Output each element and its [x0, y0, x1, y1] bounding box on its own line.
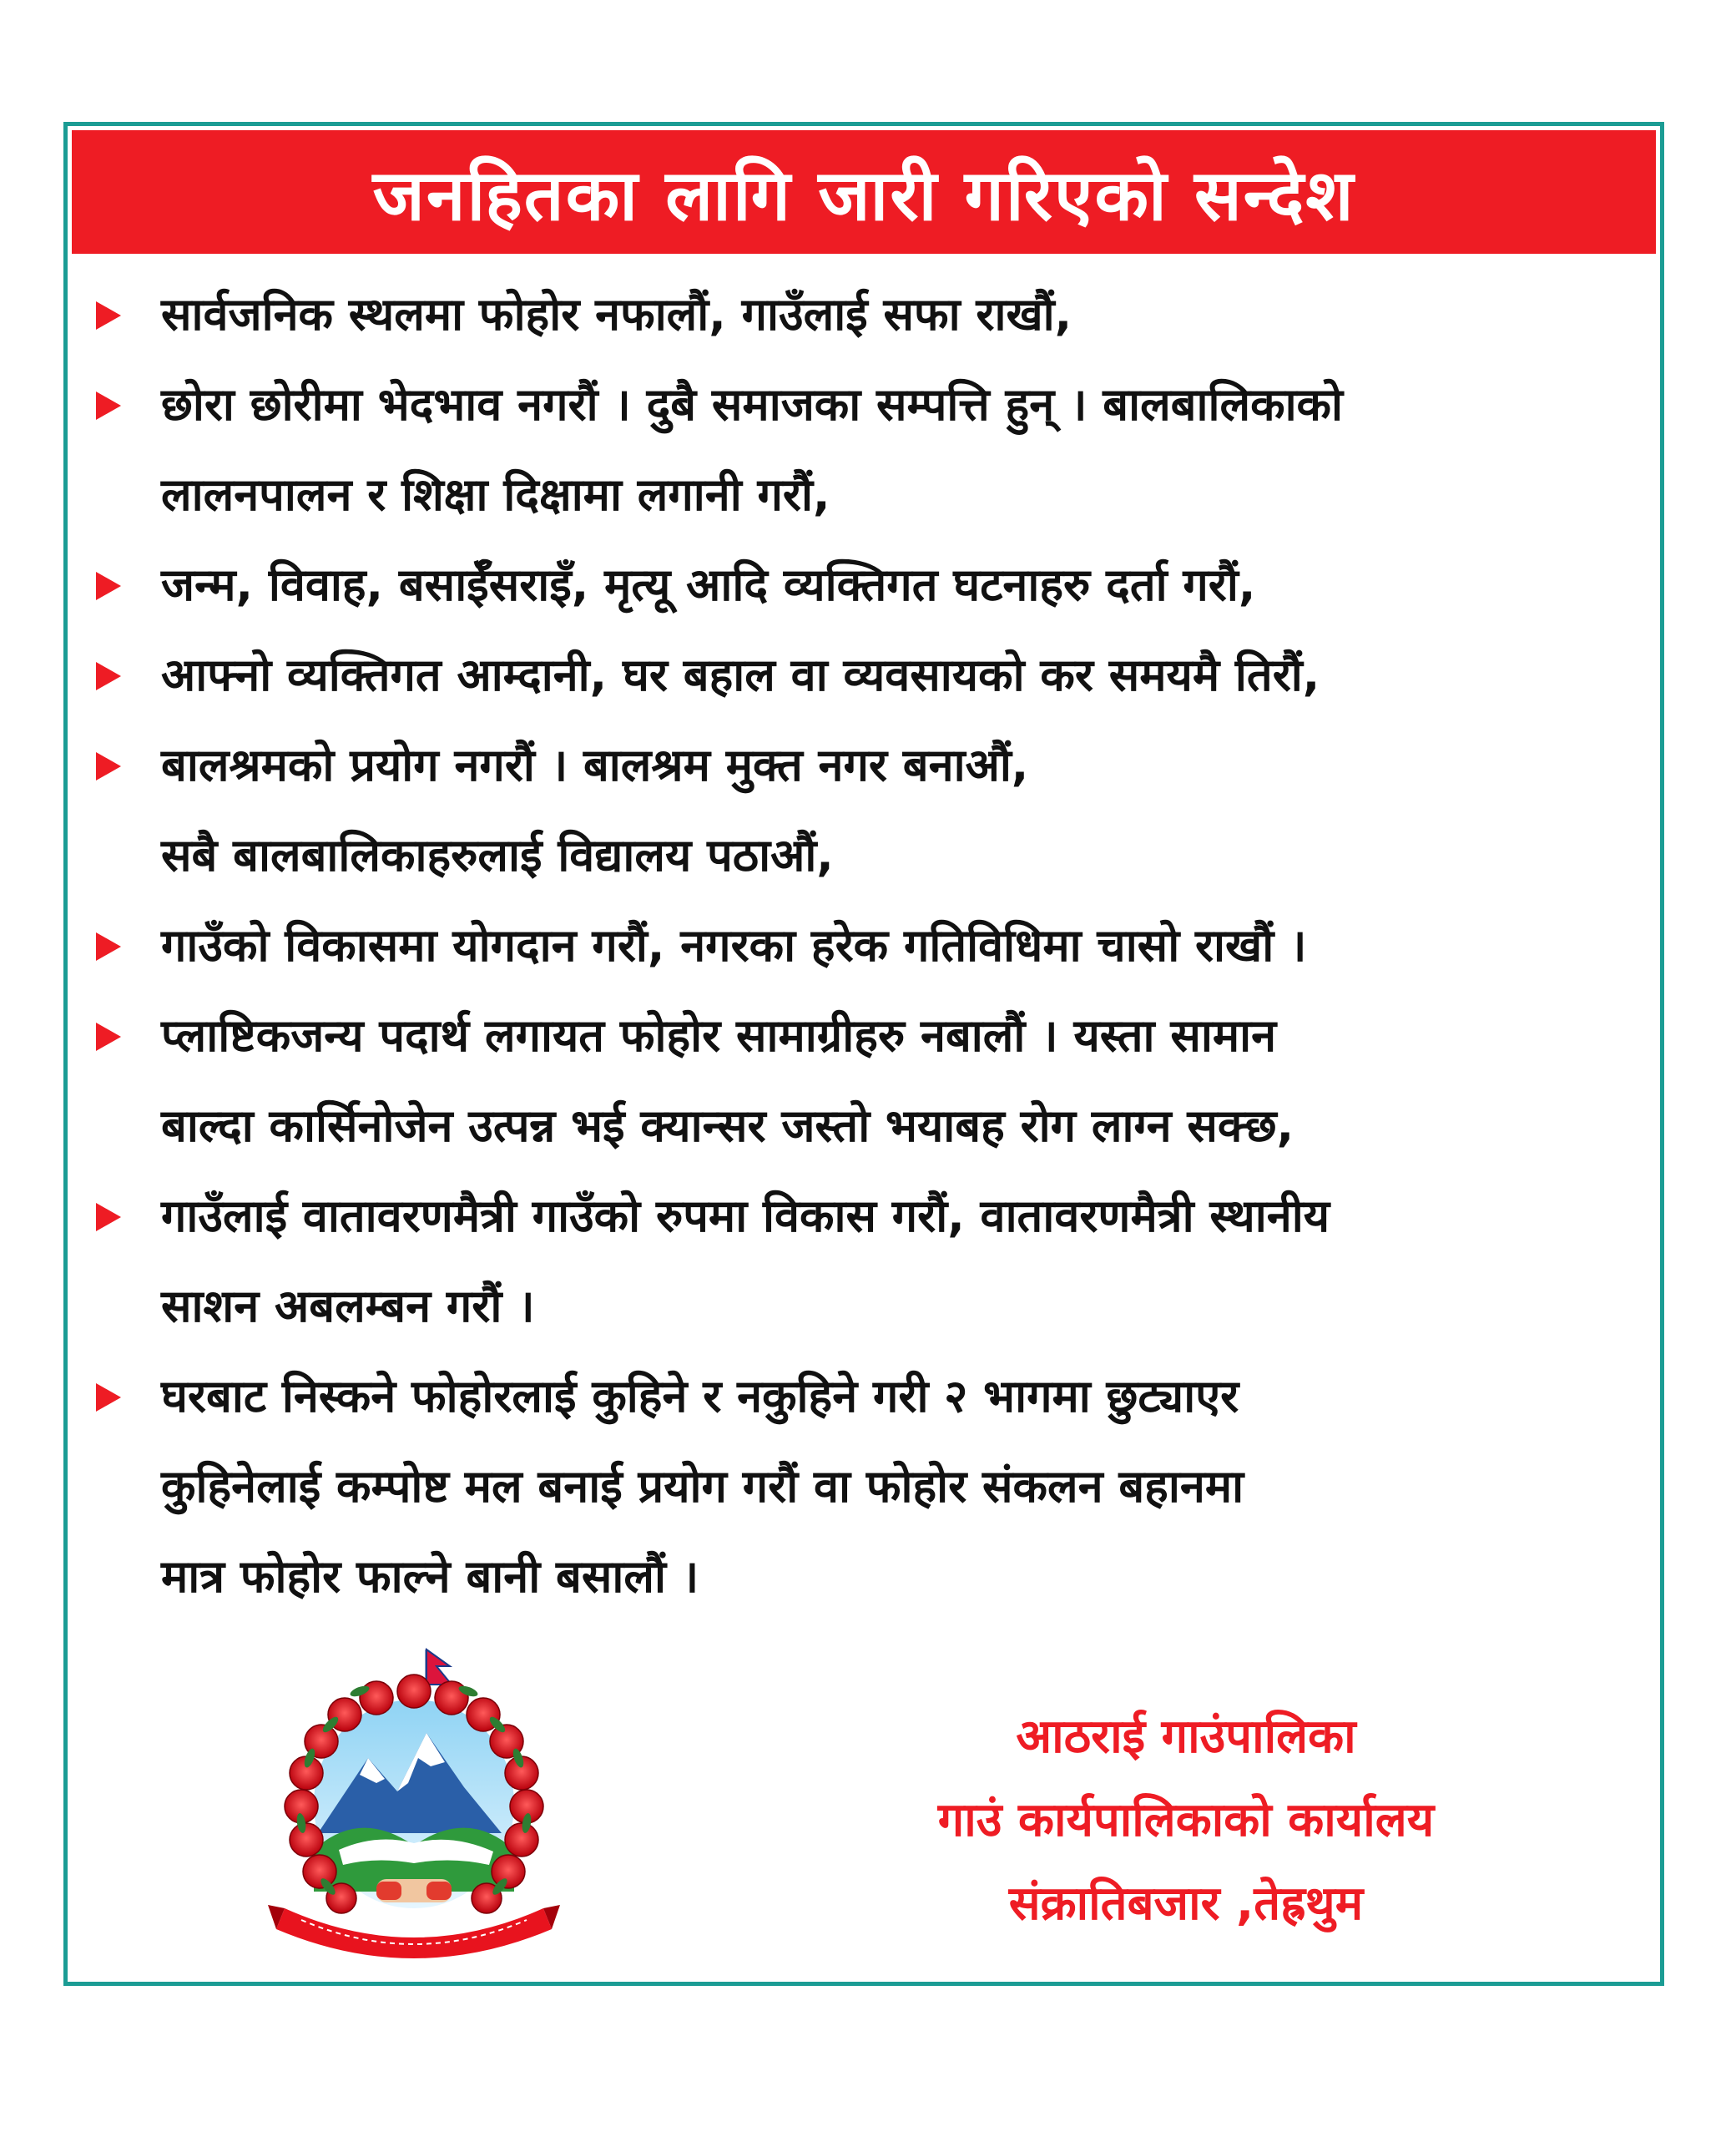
message-line: आफ्नो व्यक्तिगत आम्दानी, घर बहाल वा व्यवसायको कर समयमै तिरौं,: [161, 649, 1320, 701]
message-line: जन्म, विवाह, बसाईँसराइँ, मृत्यू आदि व्यक्तिगत घटनाहरु दर्ता गरौं,: [161, 558, 1256, 611]
message-item-8: [86, 1171, 1647, 1351]
bullet-triangle-icon: [96, 392, 121, 420]
message-list: [86, 270, 1647, 1622]
message-line: घरबाट निस्कने फोहोरलाई कुहिने र नकुहिने गरी २ भागमा छुट्याएर: [161, 1370, 1239, 1422]
bullet-triangle-icon: [96, 662, 121, 690]
message-line: गाउँलाई वातावरणमैत्री गाउँको रुपमा विकास गरौं, वातावरणमैत्री स्थानीय: [161, 1190, 1330, 1242]
message-line: बाल्दा कार्सिनोजेन उत्पन्न भई क्यान्सर जस्तो भयाबह रोग लाग्न सक्छ,: [161, 1099, 1294, 1152]
message-line: मात्र फोहोर फाल्ने बानी बसालौं ।: [161, 1550, 699, 1603]
message-line: गाउँको विकासमा योगदान गरौं, नगरका हरेक गतिविधिमा चासो राखौं ।: [161, 919, 1307, 972]
message-item-3: [86, 540, 1647, 630]
office-name: आठराई गाउंपालिका: [1016, 1710, 1356, 1764]
bullet-triangle-icon: [96, 932, 121, 961]
bullet-triangle-icon: [96, 572, 121, 600]
bullet-triangle-icon: [96, 1383, 121, 1412]
message-line: सबै बालबालिकाहरुलाई विद्यालय पठाऔं,: [161, 829, 834, 882]
nepal-government-emblem-icon: [251, 1641, 577, 1967]
message-line: साशन अबलम्बन गरौं ।: [161, 1280, 535, 1332]
message-item-7: [86, 991, 1647, 1171]
message-item-5: [86, 720, 1647, 901]
message-item-2: [86, 360, 1647, 540]
title-banner: [72, 130, 1656, 254]
office-block: [777, 1695, 1595, 1946]
message-line: प्लाष्टिकजन्य पदार्थ लगायत फोहोर सामाग्रीहरु नबालौं । यस्ता सामान: [161, 1009, 1277, 1062]
message-item-4: [86, 630, 1647, 720]
message-line: बालश्रमको प्रयोग नगरौं । बालश्रम मुक्त नगर बनाऔं,: [161, 739, 1029, 791]
notice-title: जनहितका लागि जारी गरिएको सन्देश: [372, 154, 1355, 236]
message-line: लालनपालन र शिक्षा दिक्षामा लगानी गरौं,: [161, 468, 830, 521]
bullet-triangle-icon: [96, 1023, 121, 1051]
bullet-triangle-icon: [96, 752, 121, 781]
message-item-1: [86, 270, 1647, 360]
bullet-triangle-icon: [96, 301, 121, 330]
message-line: कुहिनेलाई कम्पोष्ट मल बनाई प्रयोग गरौं वा फोहोर संकलन बहानमा: [161, 1460, 1244, 1513]
bullet-triangle-icon: [96, 1203, 121, 1231]
message-line: छोरा छोरीमा भेदभाव नगरौं । दुबै समाजका सम्पत्ति हुन् । बालबालिकाको: [161, 378, 1344, 431]
notice-frame: [63, 122, 1664, 1986]
message-item-6: [86, 901, 1647, 991]
office-location: संक्रातिबजार ,तेह्रथुम: [1008, 1877, 1364, 1931]
office-unit: गाउं कार्यपालिकाको कार्यालय: [937, 1793, 1435, 1847]
message-line: सार्वजनिक स्थलमा फोहोर नफालौं, गाउँलाई सफा राखौं,: [161, 288, 1072, 341]
message-item-9: [86, 1351, 1647, 1622]
